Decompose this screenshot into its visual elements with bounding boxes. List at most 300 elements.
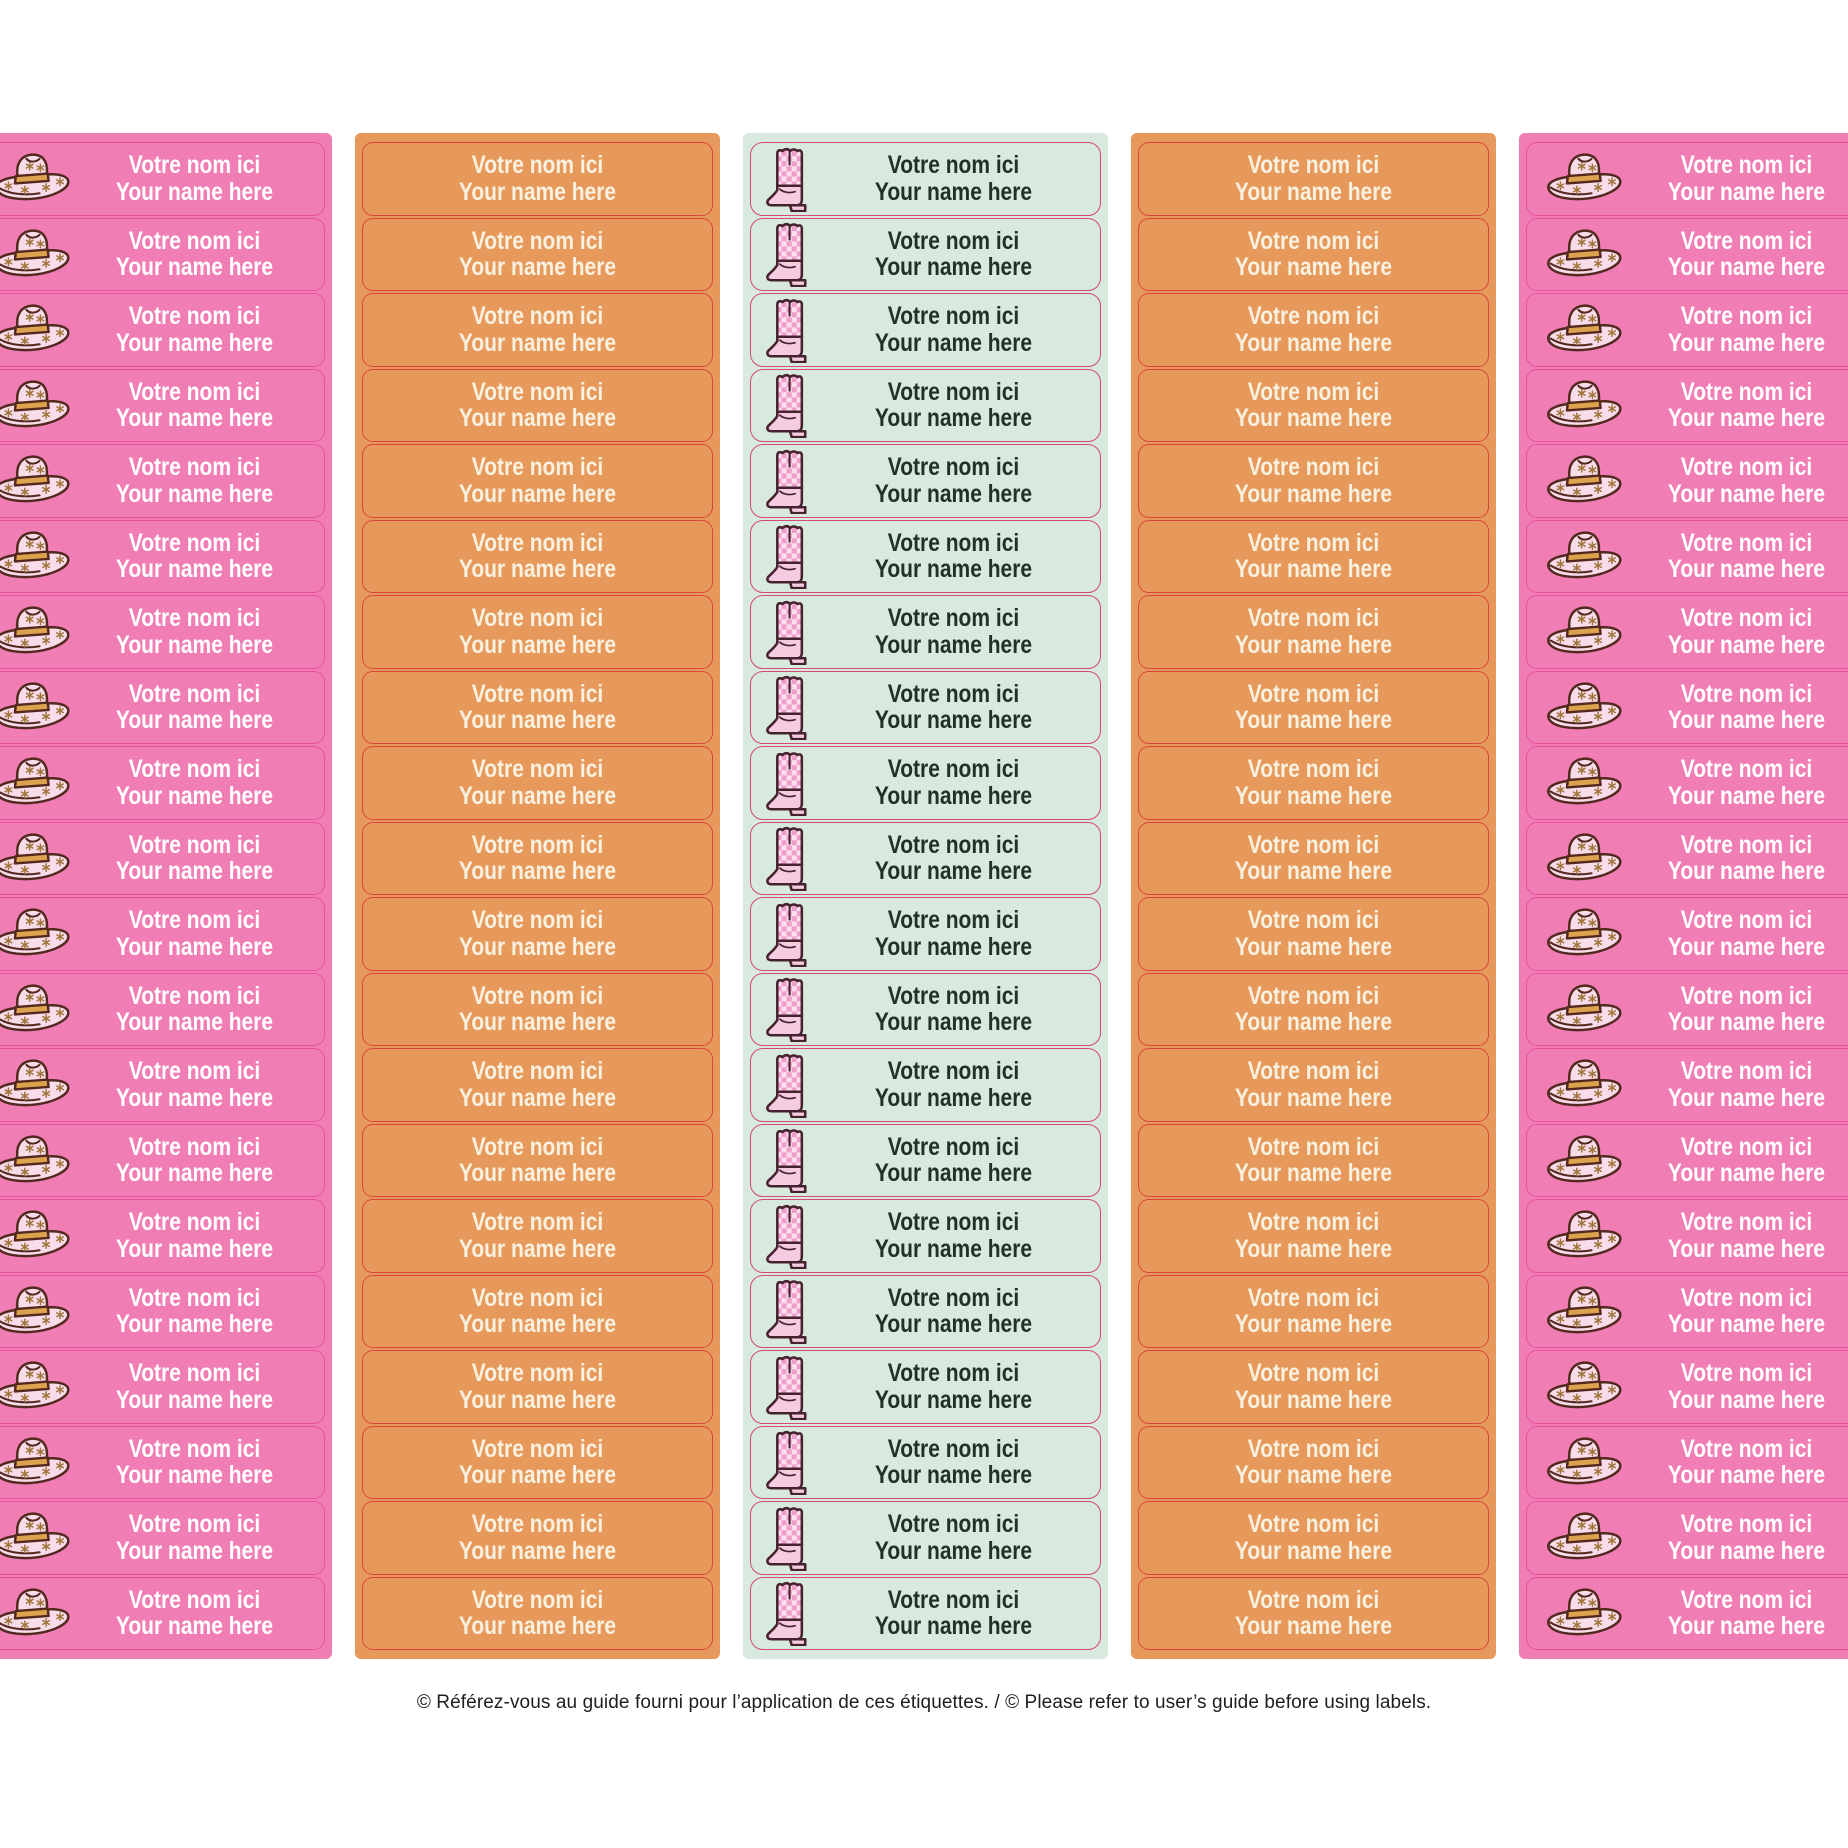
label-text-line2-en: Your name here: [1234, 555, 1393, 584]
label-text-line1-fr: Votre nom ici: [1680, 1283, 1813, 1312]
label-text-line1-fr: Votre nom ici: [887, 830, 1020, 859]
label-text-line1-fr: Votre nom ici: [128, 755, 261, 784]
name-label: [750, 973, 1101, 1047]
name-label: [1138, 746, 1489, 820]
label-text: [399, 832, 675, 885]
name-label: [362, 218, 713, 292]
name-label: [1526, 897, 1848, 971]
label-text: [94, 1058, 295, 1111]
cowboy-hat-icon: [1543, 1359, 1627, 1414]
name-label: [750, 1199, 1101, 1273]
label-column-pink-hat: [0, 133, 332, 1659]
label-text-line2-en: Your name here: [874, 932, 1033, 961]
label-text: [839, 832, 1068, 885]
label-text: [94, 1360, 295, 1413]
name-label: [0, 1275, 325, 1349]
cowboy-hat-icon: [1543, 1284, 1627, 1339]
label-text: [94, 1511, 295, 1564]
label-text-line2-en: Your name here: [874, 1083, 1033, 1112]
name-label: [0, 293, 325, 367]
label-text-line1-fr: Votre nom ici: [1680, 1359, 1813, 1388]
label-text-line2-en: Your name here: [874, 1234, 1033, 1263]
label-column-orange: [1131, 133, 1496, 1659]
name-label: [362, 444, 713, 518]
label-text: [399, 907, 675, 960]
cowboy-hat-icon: [0, 1057, 75, 1112]
label-text-line1-fr: Votre nom ici: [887, 1132, 1020, 1161]
name-label: [0, 218, 325, 292]
cowboy-hat-icon: [1543, 1435, 1627, 1490]
label-text: [1175, 1436, 1451, 1489]
label-text: [1646, 152, 1847, 205]
name-label: [0, 1350, 325, 1424]
name-label: [750, 1275, 1101, 1349]
name-label: [750, 746, 1101, 820]
name-label: [750, 1350, 1101, 1424]
name-label: [0, 595, 325, 669]
label-text-line2-en: Your name here: [1234, 328, 1393, 357]
label-text-line2-en: Your name here: [1234, 706, 1393, 735]
label-text: [399, 1209, 675, 1262]
cowboy-hat-icon: [1543, 1057, 1627, 1112]
label-text-line2-en: Your name here: [1667, 857, 1826, 886]
cowboy-boot-icon: [763, 1127, 817, 1193]
label-text: [94, 454, 295, 507]
label-text-line1-fr: Votre nom ici: [887, 528, 1020, 557]
label-text-line2-en: Your name here: [115, 1159, 274, 1188]
label-text: [1175, 832, 1451, 885]
label-text: [839, 228, 1068, 281]
label-text-line2-en: Your name here: [1234, 1536, 1393, 1565]
label-text-line2-en: Your name here: [1234, 404, 1393, 433]
label-text-line2-en: Your name here: [874, 177, 1033, 206]
label-text-line1-fr: Votre nom ici: [471, 906, 604, 935]
label-text-line1-fr: Votre nom ici: [1247, 1283, 1380, 1312]
name-label: [1526, 1501, 1848, 1575]
label-text-line1-fr: Votre nom ici: [1247, 453, 1380, 482]
cowboy-hat-icon: [0, 1359, 75, 1414]
label-text: [839, 1285, 1068, 1338]
label-text: [94, 983, 295, 1036]
name-label: [1526, 369, 1848, 443]
label-text-line1-fr: Votre nom ici: [471, 1057, 604, 1086]
label-text-line1-fr: Votre nom ici: [1247, 1208, 1380, 1237]
name-label: [1526, 444, 1848, 518]
label-text: [1175, 379, 1451, 432]
label-text-line1-fr: Votre nom ici: [128, 151, 261, 180]
label-text: [1646, 454, 1847, 507]
label-text: [94, 832, 295, 885]
label-text-line1-fr: Votre nom ici: [1247, 1132, 1380, 1161]
name-label: [750, 897, 1101, 971]
label-text-line1-fr: Votre nom ici: [471, 226, 604, 255]
cowboy-hat-icon: [0, 378, 75, 433]
name-label: [362, 746, 713, 820]
label-text-line1-fr: Votre nom ici: [128, 679, 261, 708]
label-text: [1646, 1587, 1847, 1640]
label-text: [94, 1436, 295, 1489]
label-text-line2-en: Your name here: [115, 328, 274, 357]
label-text-line2-en: Your name here: [1234, 1008, 1393, 1037]
label-text-line2-en: Your name here: [115, 781, 274, 810]
label-text: [1175, 1134, 1451, 1187]
cowboy-boot-icon: [763, 1505, 817, 1571]
label-text-line2-en: Your name here: [874, 479, 1033, 508]
cowboy-boot-icon: [763, 1278, 817, 1344]
label-text-line2-en: Your name here: [874, 404, 1033, 433]
label-text: [839, 1436, 1068, 1489]
label-text-line1-fr: Votre nom ici: [471, 377, 604, 406]
label-text-line2-en: Your name here: [1234, 1310, 1393, 1339]
label-text: [1175, 907, 1451, 960]
label-text: [1646, 983, 1847, 1036]
label-text-line2-en: Your name here: [874, 1008, 1033, 1037]
label-text-line1-fr: Votre nom ici: [887, 755, 1020, 784]
label-text-line1-fr: Votre nom ici: [1680, 679, 1813, 708]
name-label: [1138, 973, 1489, 1047]
label-text-line1-fr: Votre nom ici: [1247, 981, 1380, 1010]
label-text-line2-en: Your name here: [1667, 932, 1826, 961]
label-text: [839, 1058, 1068, 1111]
label-text: [94, 1134, 295, 1187]
cowboy-hat-icon: [1543, 680, 1627, 735]
name-label: [0, 1124, 325, 1198]
cowboy-boot-icon: [763, 448, 817, 514]
label-text: [839, 530, 1068, 583]
name-label: [362, 293, 713, 367]
label-text-line2-en: Your name here: [458, 630, 617, 659]
label-text-line1-fr: Votre nom ici: [1247, 528, 1380, 557]
label-text: [1175, 756, 1451, 809]
name-label: [0, 444, 325, 518]
label-text-line2-en: Your name here: [1234, 1385, 1393, 1414]
label-text-line1-fr: Votre nom ici: [1680, 755, 1813, 784]
label-text-line2-en: Your name here: [1667, 555, 1826, 584]
name-label: [0, 520, 325, 594]
label-text: [1646, 1058, 1847, 1111]
name-label: [1138, 1350, 1489, 1424]
label-text: [1175, 605, 1451, 658]
label-text-line1-fr: Votre nom ici: [128, 1132, 261, 1161]
label-text-line1-fr: Votre nom ici: [471, 302, 604, 331]
label-text-line2-en: Your name here: [874, 328, 1033, 357]
name-label: [362, 671, 713, 745]
label-text: [399, 1587, 675, 1640]
name-label: [750, 1501, 1101, 1575]
name-label: [1138, 897, 1489, 971]
label-text-line1-fr: Votre nom ici: [471, 1585, 604, 1614]
cowboy-boot-icon: [763, 825, 817, 891]
name-label: [750, 142, 1101, 216]
name-label: [0, 1426, 325, 1500]
name-label: [362, 1577, 713, 1651]
label-text-line2-en: Your name here: [874, 1536, 1033, 1565]
name-label: [0, 369, 325, 443]
label-text-line2-en: Your name here: [458, 1612, 617, 1641]
label-text: [94, 1587, 295, 1640]
label-text-line2-en: Your name here: [115, 1385, 274, 1414]
label-text-line1-fr: Votre nom ici: [887, 1434, 1020, 1463]
label-column-orange: [355, 133, 720, 1659]
cowboy-boot-icon: [763, 599, 817, 665]
name-label: [1526, 142, 1848, 216]
label-text-line1-fr: Votre nom ici: [471, 1510, 604, 1539]
label-text-line2-en: Your name here: [458, 932, 617, 961]
label-text: [399, 303, 675, 356]
label-text-line1-fr: Votre nom ici: [887, 1208, 1020, 1237]
name-label: [1526, 595, 1848, 669]
label-text-line2-en: Your name here: [1234, 630, 1393, 659]
label-text-line1-fr: Votre nom ici: [1680, 604, 1813, 633]
label-text-line1-fr: Votre nom ici: [887, 151, 1020, 180]
label-text-line2-en: Your name here: [874, 1159, 1033, 1188]
label-text-line2-en: Your name here: [458, 1083, 617, 1112]
label-text-line2-en: Your name here: [458, 1385, 617, 1414]
cowboy-hat-icon: [0, 151, 75, 206]
label-text: [399, 681, 675, 734]
label-text-line2-en: Your name here: [458, 177, 617, 206]
name-label: [750, 444, 1101, 518]
label-text-line2-en: Your name here: [458, 555, 617, 584]
label-text-line1-fr: Votre nom ici: [1247, 679, 1380, 708]
label-text: [399, 1511, 675, 1564]
label-text-line1-fr: Votre nom ici: [471, 604, 604, 633]
label-text-line2-en: Your name here: [115, 1234, 274, 1263]
label-text-line2-en: Your name here: [1667, 1234, 1826, 1263]
label-text: [1646, 530, 1847, 583]
cowboy-hat-icon: [1543, 378, 1627, 433]
cowboy-boot-icon: [763, 674, 817, 740]
cowboy-hat-icon: [1543, 1586, 1627, 1641]
cowboy-hat-icon: [1543, 302, 1627, 357]
label-text-line1-fr: Votre nom ici: [1247, 302, 1380, 331]
label-text-line1-fr: Votre nom ici: [1680, 1434, 1813, 1463]
cowboy-hat-icon: [0, 453, 75, 508]
label-text: [1175, 681, 1451, 734]
label-text-line2-en: Your name here: [115, 1461, 274, 1490]
name-label: [362, 822, 713, 896]
label-text-line2-en: Your name here: [874, 1385, 1033, 1414]
label-text-line2-en: Your name here: [1234, 1461, 1393, 1490]
cowboy-hat-icon: [1543, 1133, 1627, 1188]
name-label: [1526, 1048, 1848, 1122]
cowboy-boot-icon: [763, 1203, 817, 1269]
cowboy-hat-icon: [1543, 151, 1627, 206]
name-label: [0, 973, 325, 1047]
label-text-line2-en: Your name here: [115, 857, 274, 886]
label-text-line1-fr: Votre nom ici: [128, 1585, 261, 1614]
label-text-line1-fr: Votre nom ici: [887, 1585, 1020, 1614]
label-text-line2-en: Your name here: [874, 253, 1033, 282]
label-text: [1175, 1209, 1451, 1262]
label-text-line2-en: Your name here: [1234, 1159, 1393, 1188]
cowboy-boot-icon: [763, 221, 817, 287]
label-text-line1-fr: Votre nom ici: [887, 679, 1020, 708]
label-text-line1-fr: Votre nom ici: [887, 906, 1020, 935]
name-label: [750, 1124, 1101, 1198]
label-text: [839, 303, 1068, 356]
name-label: [1526, 1577, 1848, 1651]
cowboy-hat-icon: [0, 982, 75, 1037]
label-text-line2-en: Your name here: [458, 706, 617, 735]
name-label: [1526, 1426, 1848, 1500]
name-label: [362, 1048, 713, 1122]
cowboy-boot-icon: [763, 976, 817, 1042]
label-text-line1-fr: Votre nom ici: [1680, 1132, 1813, 1161]
label-text: [399, 1360, 675, 1413]
cowboy-boot-icon: [763, 1580, 817, 1646]
cowboy-hat-icon: [1543, 1208, 1627, 1263]
label-text-line1-fr: Votre nom ici: [128, 830, 261, 859]
label-text: [1175, 228, 1451, 281]
label-text: [1175, 303, 1451, 356]
label-text: [839, 1511, 1068, 1564]
name-label: [362, 142, 713, 216]
label-text-line2-en: Your name here: [1234, 479, 1393, 508]
label-text: [94, 379, 295, 432]
label-text-line1-fr: Votre nom ici: [1680, 453, 1813, 482]
label-text: [839, 605, 1068, 658]
label-text-line2-en: Your name here: [874, 781, 1033, 810]
label-text-line2-en: Your name here: [458, 1461, 617, 1490]
label-text: [399, 1285, 675, 1338]
label-text-line1-fr: Votre nom ici: [887, 981, 1020, 1010]
name-label: [1138, 822, 1489, 896]
label-text: [94, 228, 295, 281]
name-label: [362, 973, 713, 1047]
cowboy-hat-icon: [1543, 755, 1627, 810]
name-label: [1138, 671, 1489, 745]
label-text-line1-fr: Votre nom ici: [1247, 226, 1380, 255]
label-text-line1-fr: Votre nom ici: [128, 302, 261, 331]
cowboy-hat-icon: [0, 1284, 75, 1339]
label-text-line2-en: Your name here: [1667, 479, 1826, 508]
label-text: [839, 152, 1068, 205]
label-text-line2-en: Your name here: [1667, 177, 1826, 206]
label-text-line2-en: Your name here: [115, 1612, 274, 1641]
cowboy-hat-icon: [0, 1586, 75, 1641]
label-text-line2-en: Your name here: [115, 932, 274, 961]
name-label: [1138, 444, 1489, 518]
label-text-line2-en: Your name here: [1667, 1536, 1826, 1565]
label-text-line1-fr: Votre nom ici: [1680, 1585, 1813, 1614]
label-text: [399, 379, 675, 432]
label-text-line1-fr: Votre nom ici: [471, 679, 604, 708]
name-label: [1138, 1501, 1489, 1575]
label-text: [1175, 152, 1451, 205]
label-text: [399, 1436, 675, 1489]
cowboy-hat-icon: [0, 755, 75, 810]
cowboy-hat-icon: [0, 1435, 75, 1490]
label-text-line1-fr: Votre nom ici: [1680, 302, 1813, 331]
label-text-line1-fr: Votre nom ici: [1680, 1510, 1813, 1539]
label-text-line2-en: Your name here: [458, 781, 617, 810]
label-text-line2-en: Your name here: [1234, 1612, 1393, 1641]
label-text: [1646, 228, 1847, 281]
name-label: [362, 1426, 713, 1500]
label-text-line2-en: Your name here: [874, 555, 1033, 584]
cowboy-hat-icon: [1543, 906, 1627, 961]
label-text-line1-fr: Votre nom ici: [1247, 1434, 1380, 1463]
label-text-line1-fr: Votre nom ici: [887, 1510, 1020, 1539]
label-text-line2-en: Your name here: [115, 1008, 274, 1037]
label-text-line2-en: Your name here: [1667, 1461, 1826, 1490]
name-label: [0, 142, 325, 216]
label-text-line2-en: Your name here: [1667, 253, 1826, 282]
label-text: [839, 756, 1068, 809]
label-text-line2-en: Your name here: [458, 328, 617, 357]
cowboy-hat-icon: [1543, 604, 1627, 659]
label-text: [1175, 1587, 1451, 1640]
label-text-line2-en: Your name here: [458, 1234, 617, 1263]
label-text: [839, 1360, 1068, 1413]
label-text-line2-en: Your name here: [458, 1310, 617, 1339]
label-text-line1-fr: Votre nom ici: [1680, 151, 1813, 180]
label-text-line1-fr: Votre nom ici: [128, 1510, 261, 1539]
name-label: [1138, 1199, 1489, 1273]
label-text-line1-fr: Votre nom ici: [1247, 151, 1380, 180]
label-text-line1-fr: Votre nom ici: [1247, 830, 1380, 859]
label-text: [1646, 832, 1847, 885]
label-text-line2-en: Your name here: [115, 1536, 274, 1565]
cowboy-hat-icon: [1543, 529, 1627, 584]
label-text-line1-fr: Votre nom ici: [128, 453, 261, 482]
name-label: [1138, 142, 1489, 216]
name-label: [1138, 1577, 1489, 1651]
label-text-line2-en: Your name here: [458, 404, 617, 433]
label-text-line2-en: Your name here: [874, 706, 1033, 735]
label-text-line2-en: Your name here: [874, 630, 1033, 659]
name-label: [750, 218, 1101, 292]
cowboy-hat-icon: [0, 227, 75, 282]
label-text-line2-en: Your name here: [458, 479, 617, 508]
label-text: [94, 1209, 295, 1262]
label-text-line1-fr: Votre nom ici: [1680, 377, 1813, 406]
label-text-line1-fr: Votre nom ici: [128, 377, 261, 406]
label-text-line2-en: Your name here: [115, 1310, 274, 1339]
label-text: [839, 1209, 1068, 1262]
name-label: [750, 293, 1101, 367]
label-text-line1-fr: Votre nom ici: [1680, 830, 1813, 859]
name-label: [1526, 671, 1848, 745]
label-text-line2-en: Your name here: [1667, 1083, 1826, 1112]
name-label: [362, 369, 713, 443]
name-label: [1138, 1124, 1489, 1198]
label-text: [399, 1058, 675, 1111]
label-text: [1175, 983, 1451, 1036]
name-label: [1526, 1275, 1848, 1349]
label-text: [1175, 1511, 1451, 1564]
label-text-line2-en: Your name here: [1234, 857, 1393, 886]
label-text-line2-en: Your name here: [115, 177, 274, 206]
label-text-line1-fr: Votre nom ici: [471, 1132, 604, 1161]
label-text-line1-fr: Votre nom ici: [1247, 377, 1380, 406]
name-label: [0, 822, 325, 896]
label-text-line2-en: Your name here: [115, 630, 274, 659]
label-text-line2-en: Your name here: [458, 253, 617, 282]
name-label: [750, 671, 1101, 745]
label-text-line2-en: Your name here: [1234, 177, 1393, 206]
name-label: [750, 1426, 1101, 1500]
label-text-line1-fr: Votre nom ici: [471, 981, 604, 1010]
name-label: [362, 595, 713, 669]
label-text-line2-en: Your name here: [115, 555, 274, 584]
label-text: [1646, 379, 1847, 432]
label-text-line1-fr: Votre nom ici: [128, 1283, 261, 1312]
cowboy-boot-icon: [763, 1354, 817, 1420]
name-label: [1526, 520, 1848, 594]
cowboy-hat-icon: [0, 1208, 75, 1263]
